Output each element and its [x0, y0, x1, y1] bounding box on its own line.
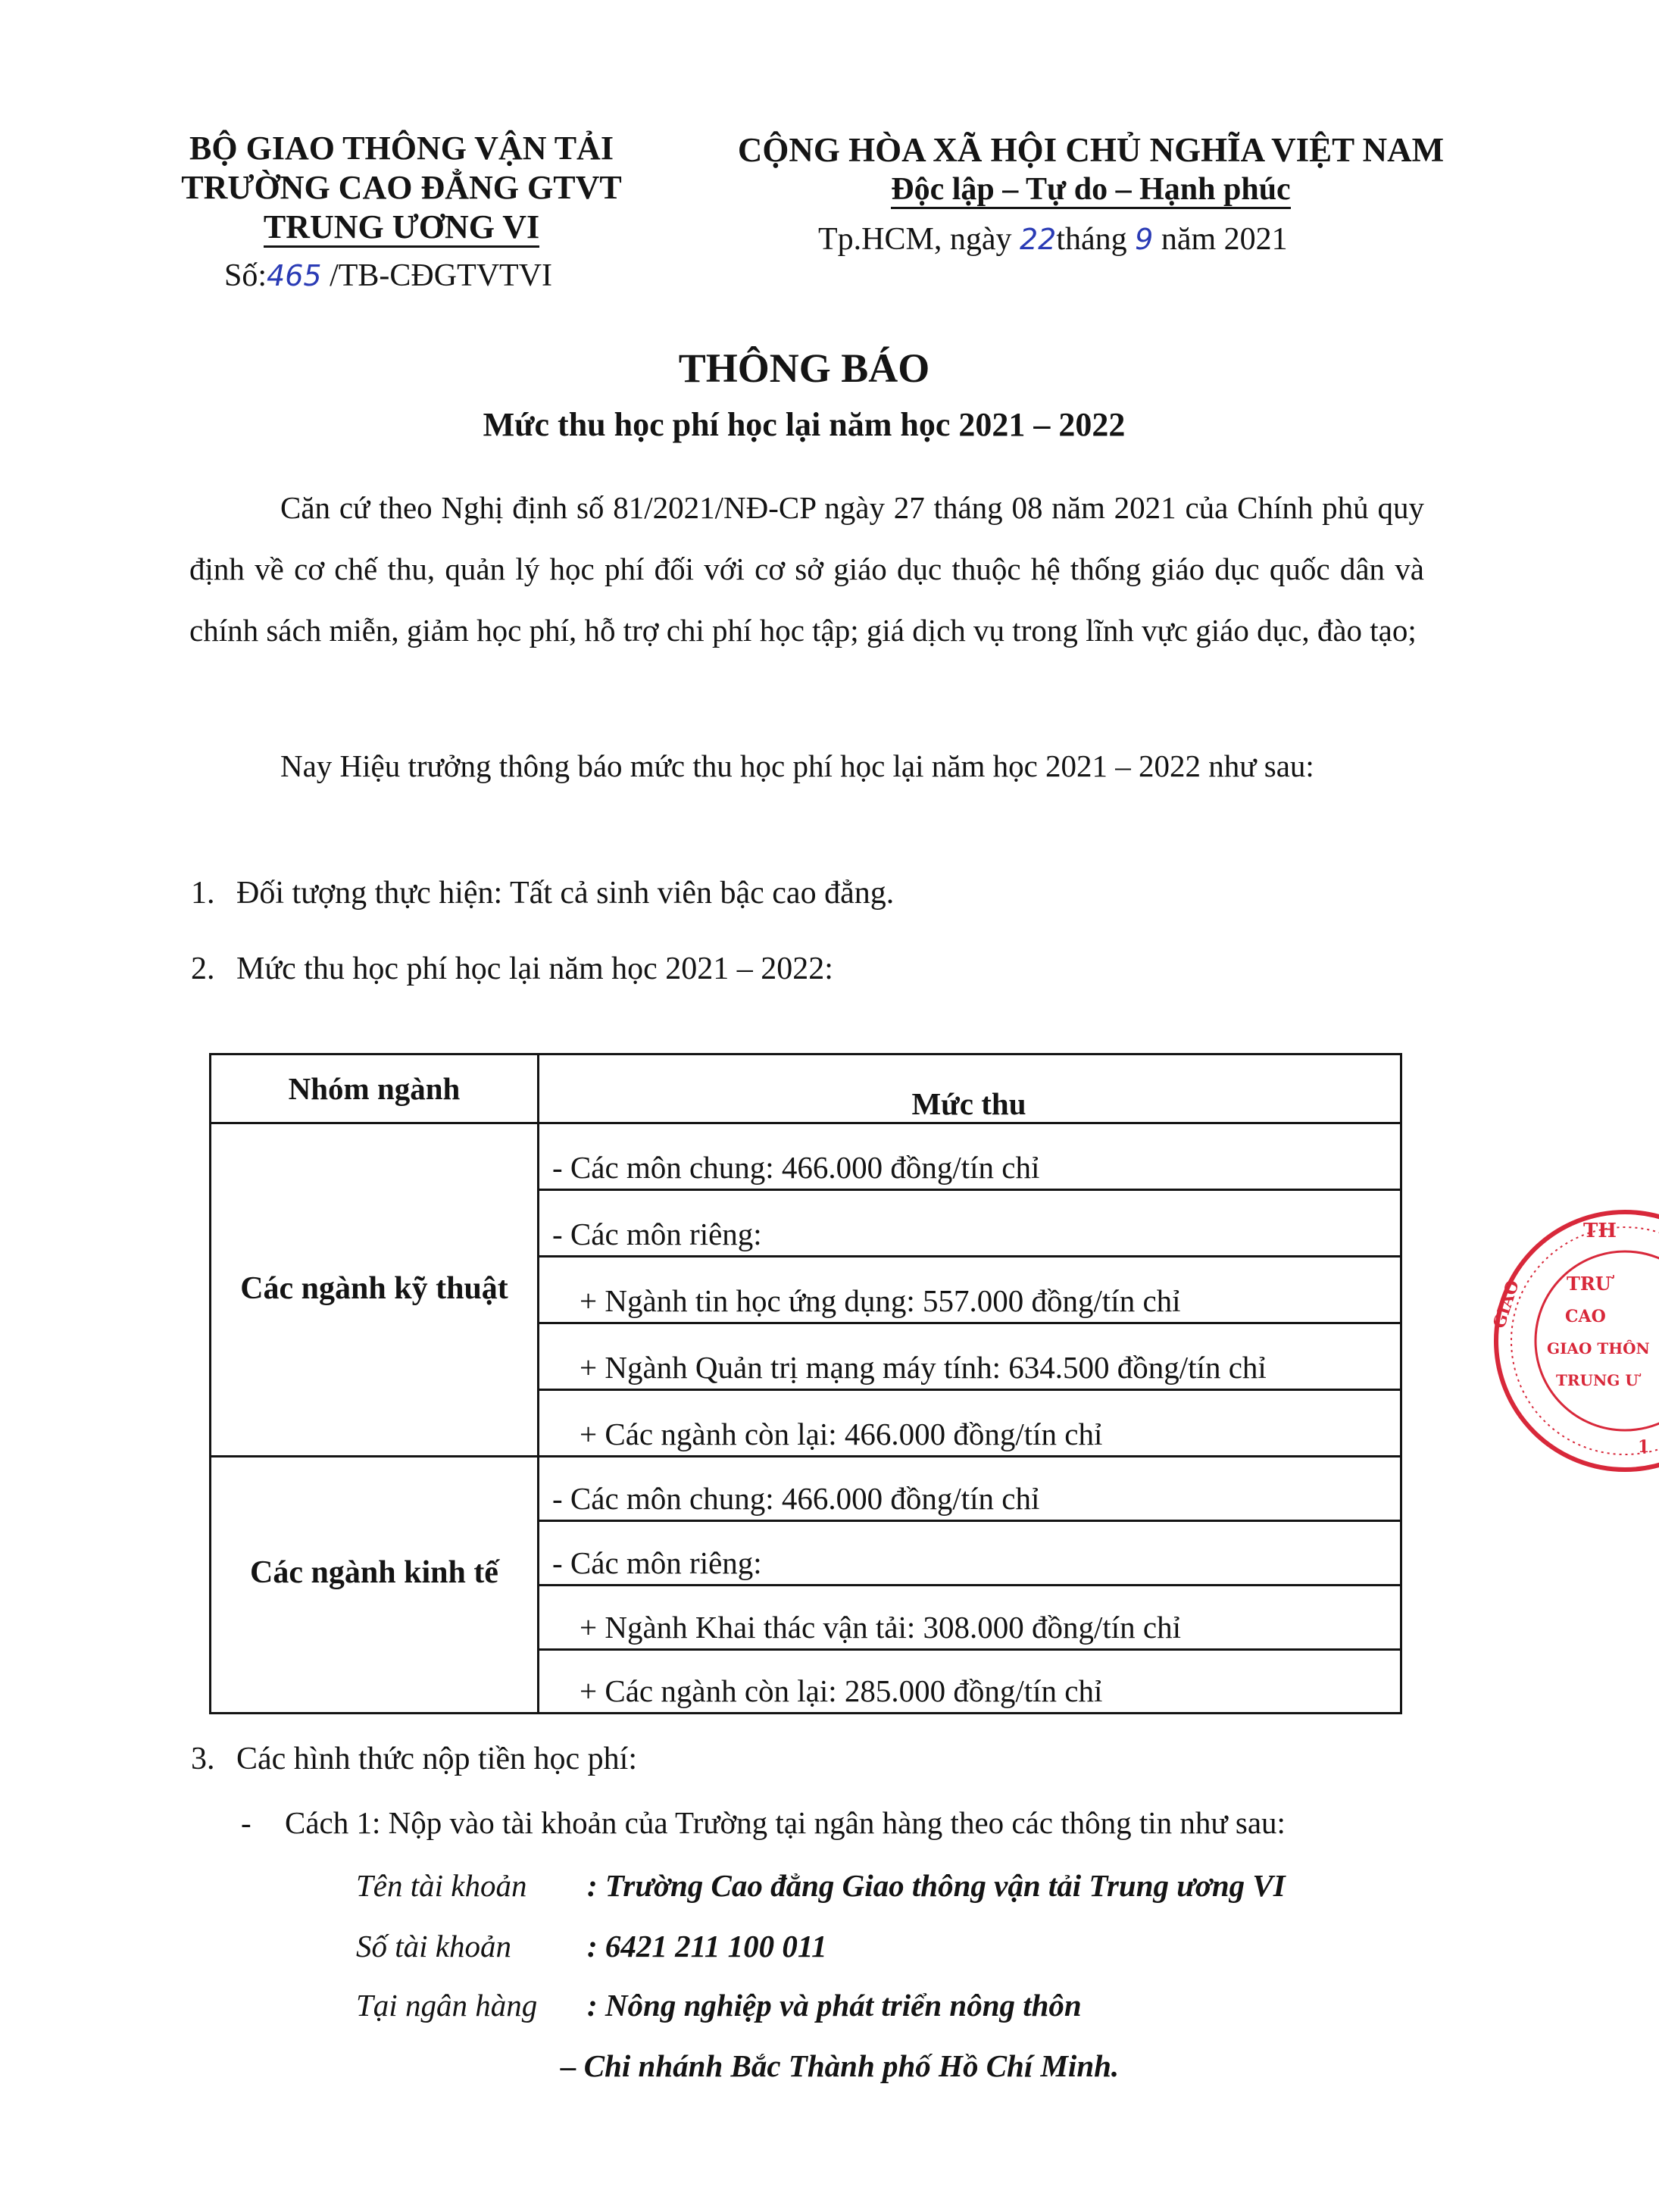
- legal-basis-paragraph: Căn cứ theo Nghị định số 81/2021/NĐ-CP ngày 27 tháng 08 năm 2021 của Chính phủ quy định về cơ chế thu, quản lý học phí đối với cơ sở giáo dục thuộc hệ thống giáo dục quốc dân và chính sách miễn, giảm học phí, hỗ trợ chi phí học tập; giá dịch vụ trong lĩnh vực giáo dục, đào tạo;: [189, 490, 1424, 648]
- fee-row: + Ngành tin học ứng dụng: 557.000 đồng/tín chỉ: [580, 1283, 1181, 1318]
- payment-method-1: [241, 1804, 1286, 1841]
- fee-row: - Các môn chung: 466.000 đồng/tín chỉ: [552, 1481, 1040, 1516]
- fee-row: - Các môn riêng:: [552, 1545, 762, 1580]
- item-payment-methods: [191, 1741, 637, 1777]
- item-text: Đối tượng thực hiện: Tất cả sinh viên bậc cao đẳng.: [236, 876, 895, 911]
- issue-date: [818, 221, 1288, 258]
- date-city: Tp.HCM, ngày: [818, 222, 1020, 257]
- group-label-technical: Các ngành kỹ thuật: [240, 1271, 508, 1306]
- document-title: THÔNG BÁO: [678, 345, 930, 391]
- fee-row: + Các ngành còn lại: 466.000 đồng/tín chỉ: [580, 1417, 1103, 1451]
- school-name-line2-wrap: [136, 208, 667, 247]
- bank-value: : Nông nghiệp và phát triển nông thôn: [587, 1988, 1082, 2023]
- doc-number-handwritten: 465: [267, 259, 322, 292]
- group-label-economics: Các ngành kinh tế: [250, 1554, 498, 1590]
- list-dash: -: [241, 1805, 252, 1840]
- item-number: 1.: [191, 876, 215, 911]
- seal-text-bottom: 1: [1638, 1437, 1650, 1457]
- method-text: Cách 1: Nộp vào tài khoản của Trường tại ngân hàng theo các thông tin như sau:: [285, 1805, 1286, 1840]
- account-name-label: Tên tài khoản: [356, 1868, 527, 1903]
- republic-name: CỘNG HÒA XÃ HỘI CHỦ NGHĨA VIỆT NAM: [737, 131, 1445, 169]
- bank-label: Tại ngân hàng: [356, 1988, 538, 2023]
- seal-text-line2: CAO: [1565, 1307, 1606, 1326]
- item-target-audience: [191, 875, 894, 911]
- fee-row: - Các môn riêng:: [552, 1217, 762, 1251]
- seal-text-line4: TRUNG Ư: [1556, 1371, 1639, 1389]
- issuer-block: [136, 129, 667, 247]
- fee-row: + Ngành Quản trị mạng máy tính: 634.500 đồng/tín chỉ: [580, 1350, 1267, 1385]
- fee-table: [209, 1053, 1402, 1714]
- official-seal-icon: [1462, 1201, 1659, 1481]
- table-header-fee: Mức thu: [911, 1086, 1026, 1121]
- document-subtitle: Mức thu học phí học lại năm học 2021 – 2022: [483, 406, 1126, 443]
- item-fee-levels: [191, 951, 833, 987]
- date-month-handwritten: 9: [1135, 223, 1154, 256]
- ministry-name: BỘ GIAO THÔNG VẬN TẢI: [189, 130, 614, 167]
- date-month-label: tháng: [1056, 222, 1136, 257]
- doc-number-prefix: Số:: [224, 258, 267, 293]
- school-name-line2: TRUNG ƯƠNG VI: [264, 208, 539, 248]
- account-number-value: : 6421 211 100 011: [587, 1929, 827, 1964]
- doc-number-suffix: /TB-CĐGTVTVI: [321, 258, 553, 293]
- school-name-line1: TRƯỜNG CAO ĐẲNG GTVT: [181, 169, 622, 206]
- motto-wrap: [727, 170, 1454, 209]
- item-text: Các hình thức nộp tiền học phí:: [236, 1742, 637, 1776]
- table-header-major-group: Nhóm ngành: [288, 1071, 461, 1106]
- item-text: Mức thu học phí học lại năm học 2021 – 2022:: [236, 951, 833, 986]
- fee-row: + Ngành Khai thác vận tải: 308.000 đồng/tín chỉ: [580, 1610, 1181, 1645]
- document-number: [224, 258, 552, 294]
- account-name-value: : Trường Cao đẳng Giao thông vận tải Trung ương VI: [587, 1868, 1286, 1903]
- seal-text-side: GIAO: [1489, 1277, 1523, 1331]
- bank-branch-value: – Chi nhánh Bắc Thành phố Hồ Chí Minh.: [561, 2048, 1120, 2083]
- seal-text-line1: TRƯ: [1567, 1273, 1611, 1295]
- fee-row: - Các môn chung: 466.000 đồng/tín chỉ: [552, 1150, 1040, 1185]
- item-number: 3.: [191, 1742, 215, 1776]
- fee-row: + Các ngành còn lại: 285.000 đồng/tín chỉ: [580, 1673, 1103, 1708]
- national-motto: Độc lập – Tự do – Hạnh phúc: [891, 172, 1290, 209]
- date-year: năm 2021: [1153, 222, 1288, 257]
- seal-text-line3: GIAO THÔN: [1547, 1339, 1650, 1358]
- national-header: [727, 130, 1454, 209]
- account-number-label: Số tài khoản: [356, 1929, 511, 1964]
- date-day-handwritten: 22: [1020, 223, 1057, 256]
- announcement-paragraph: Nay Hiệu trưởng thông báo mức thu học phí học lại năm học 2021 – 2022 như sau:: [280, 748, 1314, 783]
- seal-text-top: TH: [1583, 1220, 1617, 1242]
- item-number: 2.: [191, 951, 215, 986]
